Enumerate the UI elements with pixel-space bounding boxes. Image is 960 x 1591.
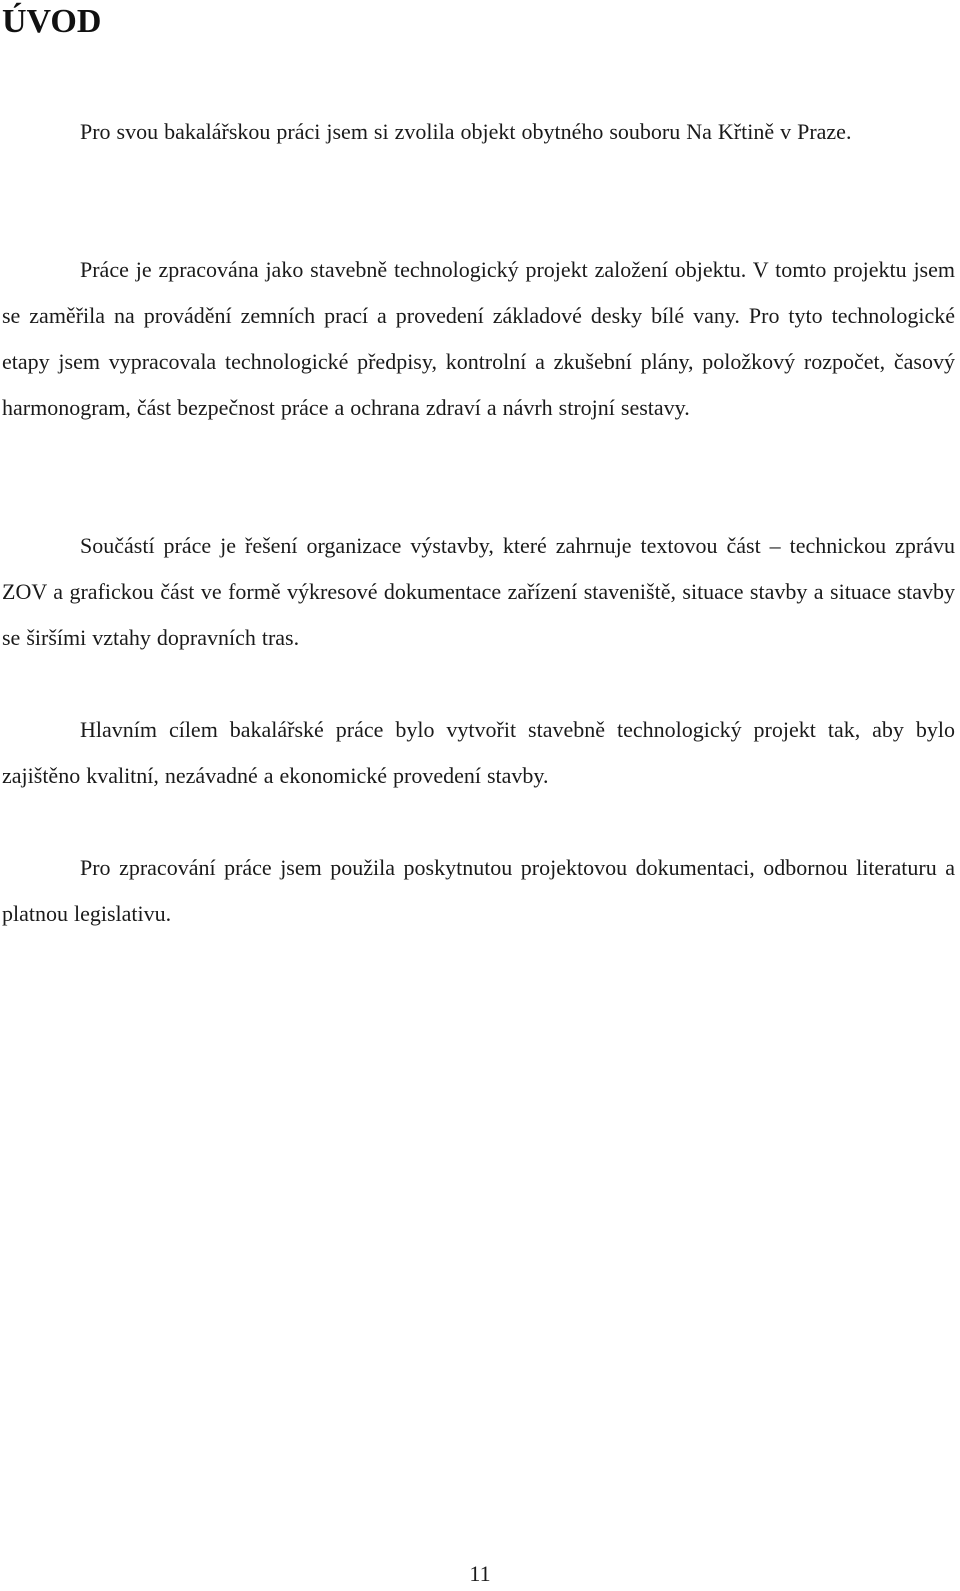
paragraph-organization: Součástí práce je řešení organizace výstavby, které zahrnuje textovou část – technickou zprávu ZOV a grafickou část ve formě výkresové dokumentace zařízení staveniště, situace stavby a situace stavby se širšími vztahy dopravních tras. — [2, 533, 955, 650]
page-heading: ÚVOD — [2, 3, 102, 40]
paragraph-intro: Pro svou bakalářskou práci jsem si zvolila objekt obytného souboru Na Křtině v Praze. — [80, 119, 852, 144]
paragraph-sources: Pro zpracování práce jsem použila poskytnutou projektovou dokumentaci, odbornou literaturu a platnou legislativu. — [2, 855, 955, 926]
paragraph-project-scope: Práce je zpracována jako stavebně technologický projekt založení objektu. V tomto projektu jsem se zaměřila na provádění zemních prací a provedení základové desky bílé vany. Pro tyto technologické etapy jsem vypracovala technologické předpisy, kontrolní a zkušební plány, položkový rozpočet, časový harmonogram, část bezpečnost práce a ochrana zdraví a návrh strojní sestavy. — [2, 257, 955, 420]
page-number: 11 — [469, 1561, 491, 1586]
paragraph-goal: Hlavním cílem bakalářské práce bylo vytvořit stavebně technologický projekt tak, aby bylo zajištěno kvalitní, nezávadné a ekonomické provedení stavby. — [2, 717, 955, 788]
